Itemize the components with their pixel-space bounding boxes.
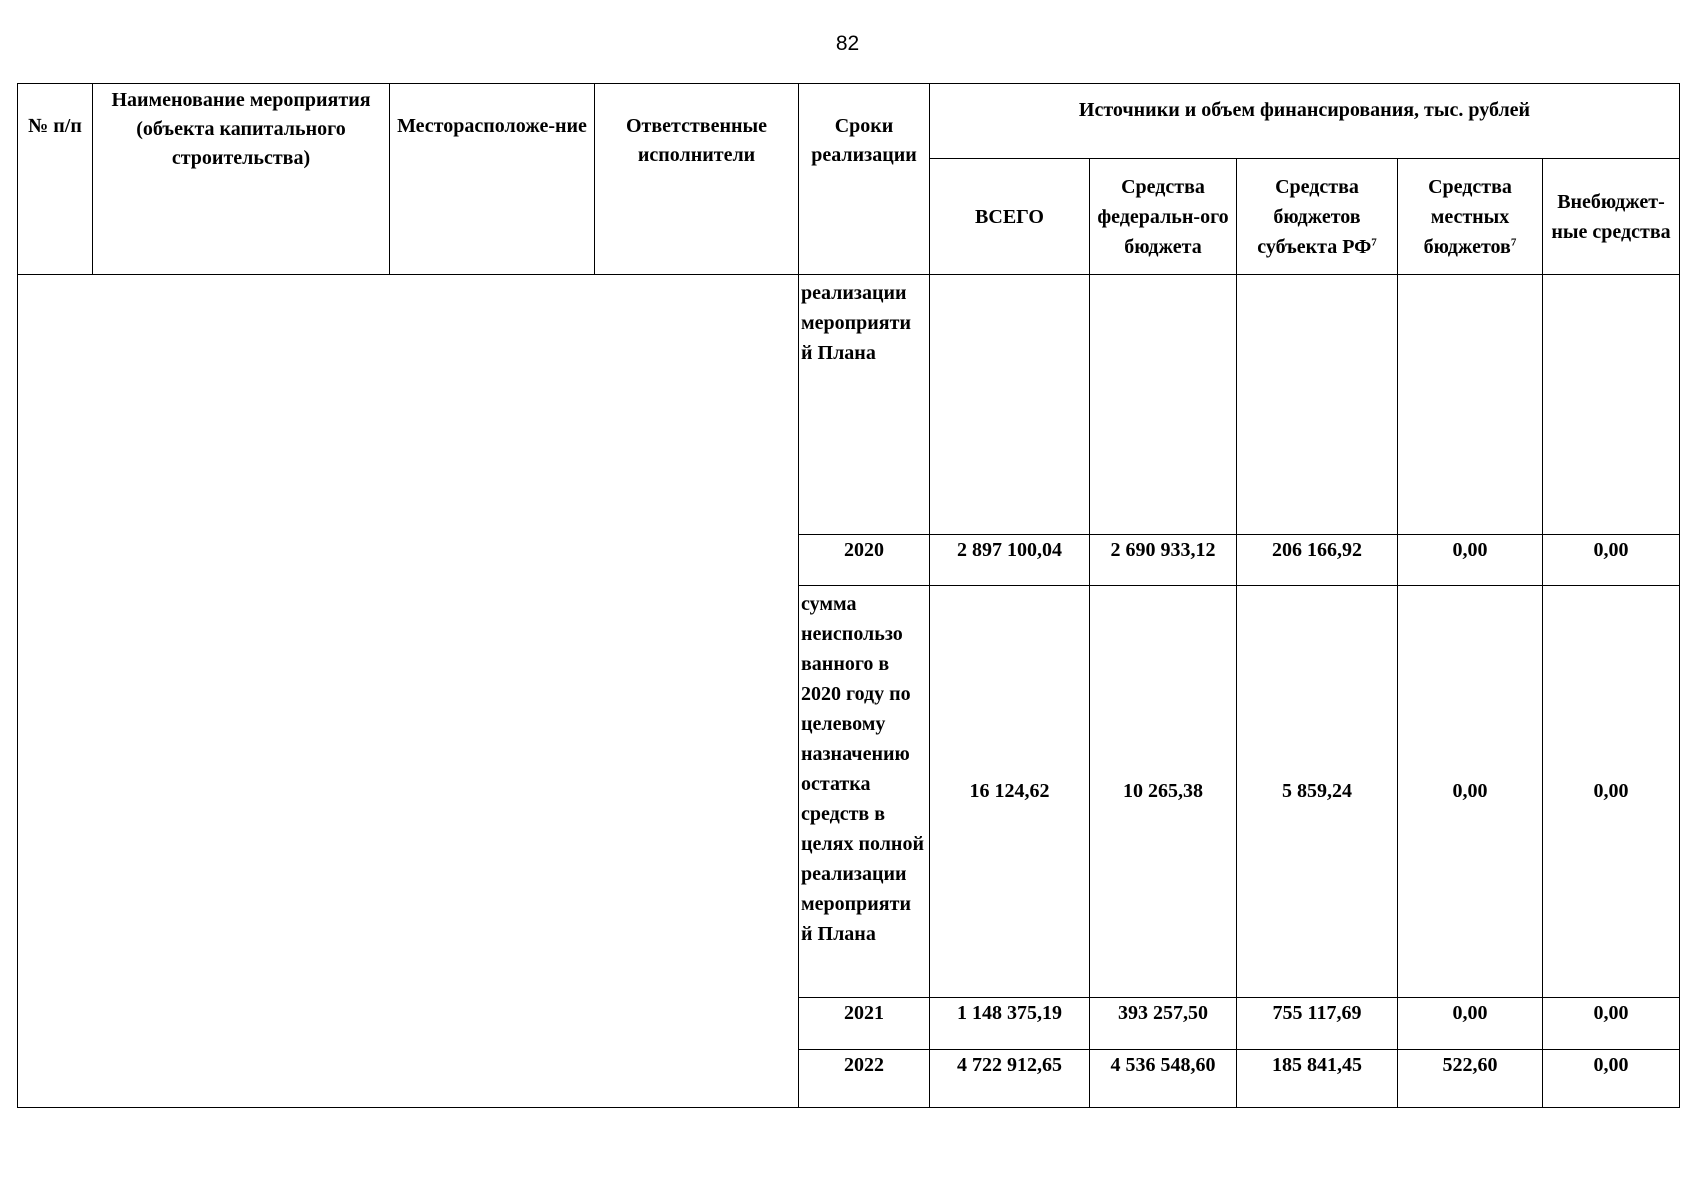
regional-cell: 755 117,69 — [1237, 998, 1398, 1050]
total-cell: 1 148 375,19 — [930, 998, 1090, 1050]
regional-cell: 185 841,45 — [1237, 1050, 1398, 1108]
header-federal: Средства федеральн-ого бюджета — [1090, 159, 1237, 275]
term-cell: реализации мероприяти й Плана — [799, 275, 930, 535]
regional-cell: 5 859,24 — [1237, 586, 1398, 998]
header-local-label: Средства местных бюджетов — [1423, 175, 1512, 258]
term-cell: 2021 — [799, 998, 930, 1050]
term-cell: сумма неиспользо ванного в 2020 году по целевому назначению остатка средств в целях полной реализации мероприяти й Плана — [799, 586, 930, 998]
local-cell: 522,60 — [1398, 1050, 1543, 1108]
header-executors: Ответственные исполнители — [595, 84, 799, 275]
header-regional-footnote: 7 — [1371, 235, 1377, 248]
header-local-footnote: 7 — [1510, 235, 1517, 248]
table-row — [18, 275, 1680, 535]
term-cell: 2022 — [799, 1050, 930, 1108]
header-location: Месторасположе-ние — [390, 84, 595, 275]
merged-empty-cell — [18, 275, 799, 1108]
federal-cell: 4 536 548,60 — [1090, 1050, 1237, 1108]
header-num: № п/п — [18, 84, 93, 275]
header-regional-label: Средства бюджетов субъекта РФ — [1257, 175, 1372, 258]
header-local — [1398, 159, 1543, 275]
total-cell — [930, 275, 1090, 535]
header-extrabudget: Внебюджет-ные средства — [1543, 159, 1680, 275]
extra-cell: 0,00 — [1543, 535, 1680, 586]
regional-cell: 206 166,92 — [1237, 535, 1398, 586]
federal-cell: 2 690 933,12 — [1090, 535, 1237, 586]
financing-table — [17, 83, 1680, 1108]
header-total: ВСЕГО — [930, 159, 1090, 275]
local-cell: 0,00 — [1398, 998, 1543, 1050]
total-cell: 4 722 912,65 — [930, 1050, 1090, 1108]
local-cell: 0,00 — [1398, 586, 1543, 998]
header-row-1 — [18, 84, 1680, 159]
header-terms: Сроки реализации — [799, 84, 930, 275]
page-number: 82 — [835, 32, 860, 55]
extra-cell: 0,00 — [1543, 998, 1680, 1050]
federal-cell — [1090, 275, 1237, 535]
federal-cell: 10 265,38 — [1090, 586, 1237, 998]
regional-cell — [1237, 275, 1398, 535]
extra-cell: 0,00 — [1543, 586, 1680, 998]
local-cell: 0,00 — [1398, 535, 1543, 586]
total-cell: 2 897 100,04 — [930, 535, 1090, 586]
extra-cell: 0,00 — [1543, 1050, 1680, 1108]
local-cell — [1398, 275, 1543, 535]
term-cell: 2020 — [799, 535, 930, 586]
header-name: Наименование мероприятия (объекта капитального строительства) — [93, 84, 390, 275]
header-regional — [1237, 159, 1398, 275]
header-financing: Источники и объем финансирования, тыс. рублей — [930, 84, 1680, 159]
extra-cell — [1543, 275, 1680, 535]
total-cell: 16 124,62 — [930, 586, 1090, 998]
federal-cell: 393 257,50 — [1090, 998, 1237, 1050]
